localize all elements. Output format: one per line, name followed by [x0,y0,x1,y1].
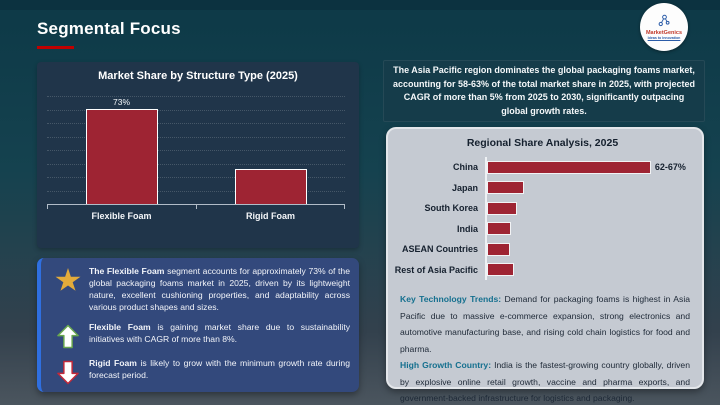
arrow-down-icon [57,360,79,385]
note-body: India is the fastest-growing country globally, driven by explosive online retail growth, vaccine and pharma exports, and government-backed infrastructure for logistics and packaging. [400,360,690,403]
regional-chart-title: Regional Share Analysis, 2025 [466,137,619,149]
note-lead: Key Technology Trends: [400,294,502,304]
insight-text [89,358,350,382]
insight-lead: The Flexible Foam [89,266,165,276]
brand-logo [640,3,688,51]
regional-share-panel [386,127,704,403]
bar-value-label: 62-67% [654,162,686,173]
insight-text [89,322,350,346]
molecule-icon [657,14,672,29]
insight-body: is gaining market share due to sustainability initiatives with CAGR of more than 8%. [89,322,351,345]
bar-area [485,239,692,260]
insight-lead: Rigid Foam [89,358,137,369]
star-icon [55,268,81,293]
x-axis [47,204,345,208]
bar-value-label: 73% [112,97,130,108]
chart-row-japan [393,178,692,199]
bar-area [485,219,692,240]
chart-row-south-korea [393,198,692,219]
insight-body: is likely to grow with the minimum growth rate during forecast period. [89,358,350,381]
row-label: India [456,223,478,234]
chart-row-rest-of-asia-pacific [393,260,692,281]
regional-notes [400,291,690,405]
chart-row-asean [393,239,692,260]
top-strip [0,0,720,10]
row-label: Japan [451,182,478,193]
chart-row-india [393,219,692,240]
insight-row-flexible-share [47,266,350,313]
chart-row-china [393,157,692,178]
bar-column-rigid-foam [196,96,345,204]
bar-india [487,222,511,235]
bar-china [487,161,651,174]
structure-chart-plot [47,96,345,204]
icon-cell [47,358,89,385]
bar-flexible-foam [86,109,158,204]
row-label: Rest of Asia Pacific [394,264,478,275]
bar-rigid-foam [235,169,307,204]
bar-column-flexible-foam [47,96,196,204]
row-label: China [452,162,478,173]
insight-row-flexible-growth [47,322,350,349]
bar-rest-of-asia-pacific [487,263,514,276]
structure-chart-panel [37,62,359,248]
asia-pacific-callout [383,60,705,122]
note-high-growth-country [400,357,690,405]
brand-name: MarketGenics [645,30,683,36]
bar-area [485,157,692,178]
regional-chart [393,157,692,280]
page-title: Segmental Focus [37,19,181,38]
bar-south-korea [487,202,517,215]
insight-lead: Flexible Foam [89,322,151,333]
icon-cell [47,266,89,293]
structure-chart-title: Market Share by Structure Type (2025) [98,70,298,82]
brand-tagline: Ideas to Innovation [647,36,681,40]
bar-area [485,178,692,199]
note-body: Demand for packaging foams is highest in Asia Pacific due to massive e-commerce expansion, strong electronics and automotive manufacturing base, and rising cold chain logistics for food and pharma. [400,294,691,354]
insight-text [89,266,350,313]
x-axis-label-rigid-foam: Rigid Foam [246,211,295,221]
row-label: ASEAN Countries [401,244,478,255]
row-label: South Korea [424,203,478,214]
icon-cell [47,322,89,349]
bar-japan [487,181,524,194]
title-underline [37,46,74,49]
note-lead: High Growth Country: [400,360,492,370]
callout-text: The Asia Pacific region dominates the global packaging foams market, accounting for 58-63% of the total market share in 2025, with projected CAGR of more than 5% from 2025 to 2030, significantly outpacing global growth rates. [392,65,696,116]
arrow-up-icon [57,324,79,349]
bar-asean [487,243,510,256]
bar-area [485,260,692,281]
bar-area [485,198,692,219]
note-technology-trends [400,291,690,357]
x-axis-label-flexible-foam: Flexible Foam [91,211,152,221]
insight-row-rigid-growth [47,358,350,385]
insights-box [37,258,359,392]
insight-body: segment accounts for approximately 73% of the global packaging foams market in 2025, driven by its lightweight nature, excellent cushioning properties, and adaptability across various product shapes and sizes. [89,266,350,312]
